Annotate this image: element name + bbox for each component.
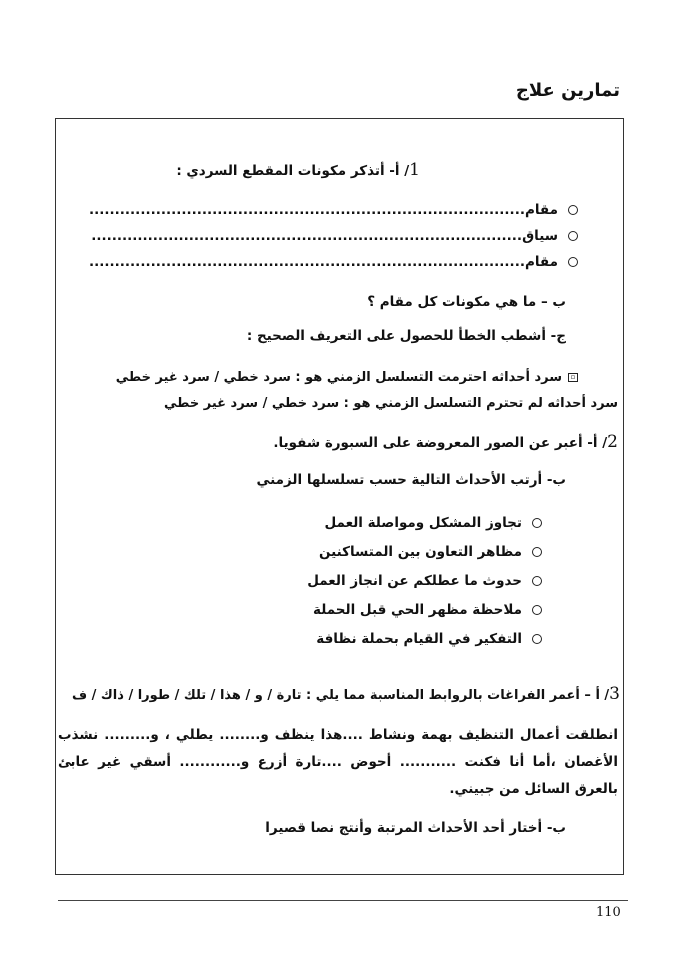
circle-bullet-icon xyxy=(532,605,542,615)
ex3-b-label: ب- أختار أحد الأحداث المرتبة وأنتج نصا قصيرا xyxy=(265,820,566,836)
ex2-a-label: / أ- أعبر عن الصور المعروضة على السبورة شفويا. xyxy=(273,435,608,451)
ex1-definition-1 xyxy=(116,368,578,388)
ex2-item-2 xyxy=(319,542,542,562)
event-text: مظاهر التعاون بين المتساكنين xyxy=(318,544,522,560)
ex1-definition-2: سرد أحداثه لم تحترم التسلسل الزمني هو : سرد خطي / سرد غير خطي xyxy=(164,396,618,411)
checkbox-bullet-icon: ▫ xyxy=(568,373,578,382)
event-text: ملاحظة مظهر الحي قبل الحملة xyxy=(313,602,522,618)
ex2-item-1 xyxy=(324,513,542,533)
fill-blank-dots: ..................................................................................... xyxy=(89,254,525,270)
circle-bullet-icon xyxy=(568,205,578,215)
footer-divider xyxy=(58,900,628,901)
ex2-item-4 xyxy=(313,600,542,620)
ex3-number: 3 xyxy=(609,684,620,704)
ex2-item-5 xyxy=(316,629,542,649)
ex3-a-label: / أ – أعمر الفراغات بالروابط المناسبة مما يلي : تارة / و / هذا / تلك / طورا / ذاك / ف xyxy=(71,688,610,703)
ex1-heading xyxy=(176,160,420,181)
page-number: 110 xyxy=(596,905,621,920)
ex1-c-label: ج- أشطب الخطأ للحصول على التعريف الصحيح : xyxy=(246,328,566,344)
definition-text: سرد أحداثه احترمت التسلسل الزمني هو : سرد خطي / سرد غير خطي xyxy=(115,370,562,385)
ex3-paragraph: انطلقت أعمال التنظيف بهمة ونشاط ....هذا ينظف و........ يطلي ، و......... نشذب الأغصان ،أما أنا فكنت ........... أحوض ....تارة أزرع و............ أسقي غير عابئ بالعرق السائل من جبيني. xyxy=(58,727,618,797)
ex2-b-label: ب- أرتب الأحداث التالية حسب تسلسلها الزمني xyxy=(256,472,566,488)
ex1-a-label: / أ- أتذكر مكونات المقطع السردي : xyxy=(176,163,410,179)
circle-bullet-icon xyxy=(532,634,542,644)
ex1-b-label: ب – ما هي مكونات كل مقام ؟ xyxy=(367,294,566,310)
ex1-item-label: مقام xyxy=(524,254,558,270)
fill-blank-dots: ..................................................................................... xyxy=(89,202,525,218)
circle-bullet-icon xyxy=(532,576,542,586)
ex2-number: 2 xyxy=(607,432,618,452)
ex2-heading xyxy=(273,432,618,453)
ex1-item-1 xyxy=(89,200,578,220)
page-title: تمارين علاج xyxy=(515,80,620,101)
circle-bullet-icon xyxy=(568,231,578,241)
circle-bullet-icon xyxy=(532,547,542,557)
ex3-heading xyxy=(72,684,620,706)
event-text: حدوث ما عطلكم عن انجاز العمل xyxy=(307,573,522,589)
event-text: التفكير في القيام بحملة نظافة xyxy=(316,631,522,647)
ex1-item-2 xyxy=(91,226,578,246)
fill-blank-dots: .................................................................................... xyxy=(91,228,523,244)
ex1-item-label: سياق xyxy=(522,228,558,244)
ex1-number: 1 xyxy=(409,160,420,180)
circle-bullet-icon xyxy=(532,518,542,528)
circle-bullet-icon xyxy=(568,257,578,267)
ex2-item-3 xyxy=(307,571,542,591)
ex1-item-3 xyxy=(89,252,578,272)
event-text: تجاوز المشكل ومواصلة العمل xyxy=(324,515,522,531)
ex1-item-label: مقام xyxy=(524,202,558,218)
